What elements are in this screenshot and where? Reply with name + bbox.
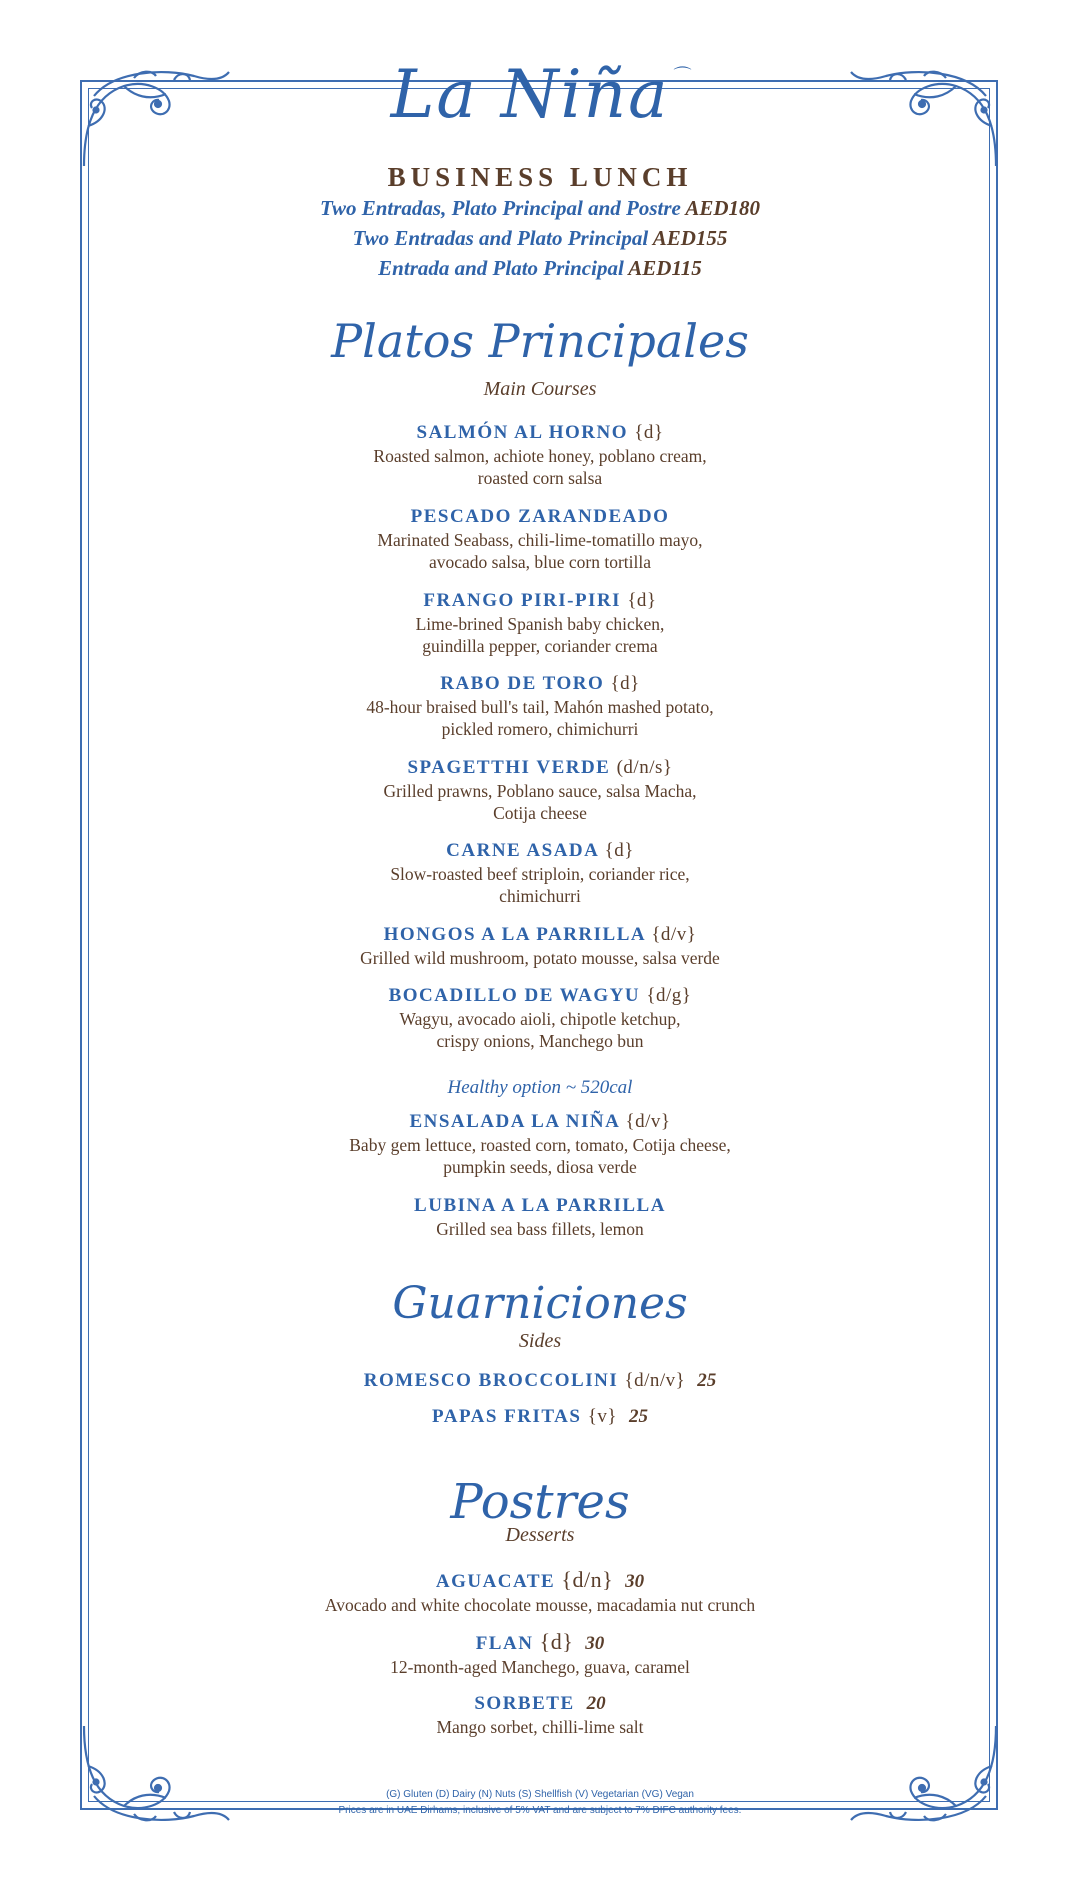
lunch-option [120, 196, 960, 221]
menu-item [120, 1692, 960, 1738]
menu-item [120, 505, 960, 573]
item-name: RABO DE TORO [440, 673, 605, 694]
business-lunch-title: BUSINESS LUNCH [387, 162, 693, 192]
item-description: chimichurri [499, 886, 581, 906]
menu-item [120, 589, 960, 657]
item-price: 25 [697, 1370, 717, 1391]
item-description: Roasted salmon, achiote honey, poblano cream, [373, 446, 707, 466]
lunch-option-price: AED155 [652, 226, 728, 250]
item-description: avocado salsa, blue corn tortilla [428, 552, 652, 572]
item-diet-tag: {d/v} [651, 924, 697, 945]
item-price: 20 [586, 1693, 606, 1714]
menu-item [120, 756, 960, 824]
section-title-desserts: Postres [450, 1474, 630, 1530]
item-diet-tag: {v} [587, 1406, 617, 1427]
item-description: roasted corn salsa [477, 468, 603, 488]
item-description: Mango sorbet, chilli-lime salt [436, 1717, 644, 1737]
menu-item [120, 421, 960, 489]
item-name: BOCADILLO DE WAGYU [388, 985, 641, 1006]
lunch-option-price: AED115 [628, 256, 702, 280]
menu-item [120, 1630, 960, 1678]
item-description: Cotija cheese [493, 803, 587, 823]
item-description: pumpkin seeds, diosa verde [443, 1157, 637, 1177]
menu-item [120, 1405, 960, 1429]
item-description: Avocado and white chocolate mousse, macadamia nut crunch [324, 1595, 756, 1615]
item-diet-tag: {d} [604, 840, 634, 861]
item-price: 30 [625, 1571, 645, 1592]
item-name: SALMÓN AL HORNO [416, 422, 628, 443]
brand-logo [120, 56, 960, 133]
item-name: AGUACATE [435, 1571, 556, 1592]
section-subtitle-mains: Main Courses [483, 378, 597, 400]
menu-item [120, 1568, 960, 1616]
lunch-option-price: AED180 [685, 196, 761, 220]
logo-text: La Niña [390, 56, 670, 133]
menu-item [120, 1110, 960, 1178]
menu-item [120, 839, 960, 907]
item-name: HONGOS A LA PARRILLA [383, 924, 646, 945]
item-diet-tag: {d} [539, 1629, 574, 1654]
item-diet-tag: {d/v} [625, 1111, 671, 1132]
item-name: PESCADO ZARANDEADO [410, 506, 670, 527]
item-description: Grilled prawns, Poblano sauce, salsa Macha, [383, 781, 697, 801]
lunch-option-label: Two Entradas and Plato Principal [352, 226, 649, 250]
menu-item [120, 1369, 960, 1393]
item-diet-tag: {d} [610, 673, 640, 694]
item-diet-tag: (d/n/s} [616, 757, 673, 778]
item-description: Lime-brined Spanish baby chicken, [415, 614, 665, 634]
item-description: Grilled sea bass fillets, lemon [436, 1219, 644, 1239]
menu-item [120, 1194, 960, 1240]
item-description: Baby gem lettuce, roasted corn, tomato, Cotija cheese, [349, 1135, 731, 1155]
item-description: 12-month-aged Manchego, guava, caramel [390, 1657, 690, 1677]
item-description: Wagyu, avocado aioli, chipotle ketchup, [399, 1009, 681, 1029]
item-name: FLAN [475, 1633, 534, 1654]
item-description: Marinated Seabass, chili-lime-tomatillo mayo, [377, 530, 703, 550]
item-name: FRANGO PIRI-PIRI [423, 590, 622, 611]
item-name: LUBINA A LA PARRILLA [414, 1195, 666, 1216]
item-name: ROMESCO BROCCOLINI [363, 1370, 619, 1391]
item-description: 48-hour braised bull's tail, Mahón mashed potato, [366, 697, 714, 717]
item-diet-tag: {d} [627, 590, 657, 611]
item-price: 25 [628, 1406, 648, 1427]
healthy-option-label: Healthy option ~ 520cal [447, 1077, 633, 1098]
item-description: Slow-roasted beef striploin, coriander rice, [390, 864, 690, 884]
item-name: SORBETE [474, 1693, 575, 1714]
section-subtitle-sides: Sides [518, 1330, 562, 1352]
menu-item [120, 984, 960, 1052]
item-description: pickled romero, chimichurri [441, 719, 639, 739]
section-title-sides: Guarniciones [392, 1278, 688, 1329]
section-subtitle-desserts: Desserts [505, 1524, 575, 1546]
prices-note: Prices are in UAE Dirhams, inclusive of 5% VAT and are subject to 7% DIFC authority fees. [338, 1805, 742, 1816]
item-name: SPAGETTHI VERDE [407, 757, 611, 778]
menu-item [120, 923, 960, 969]
item-diet-tag: {d/n/v} [624, 1370, 686, 1391]
item-name: ENSALADA LA NIÑA [409, 1111, 620, 1132]
lunch-option [120, 226, 960, 251]
lunch-option [120, 256, 960, 281]
item-description: Grilled wild mushroom, potato mousse, salsa verde [360, 948, 720, 968]
item-description: guindilla pepper, coriander crema [422, 636, 658, 656]
allergen-legend: (G) Gluten (D) Dairy (N) Nuts (S) Shellfish (V) Vegetarian (VG) Vegan [386, 1789, 694, 1800]
item-diet-tag: {d/n} [561, 1567, 614, 1592]
section-title-mains: Platos Principales [331, 314, 749, 368]
item-name: PAPAS FRITAS [432, 1406, 582, 1427]
item-name: CARNE ASADA [446, 840, 599, 861]
lunch-option-label: Two Entradas, Plato Principal and Postre [319, 196, 681, 220]
lunch-option-label: Entrada and Plato Principal [378, 256, 624, 280]
item-diet-tag: {d/g} [646, 985, 692, 1006]
item-diet-tag: {d} [634, 422, 664, 443]
menu-item [120, 672, 960, 740]
item-price: 30 [585, 1633, 605, 1654]
bird-icon: ⌒ [673, 66, 694, 87]
item-description: crispy onions, Manchego bun [436, 1031, 644, 1051]
